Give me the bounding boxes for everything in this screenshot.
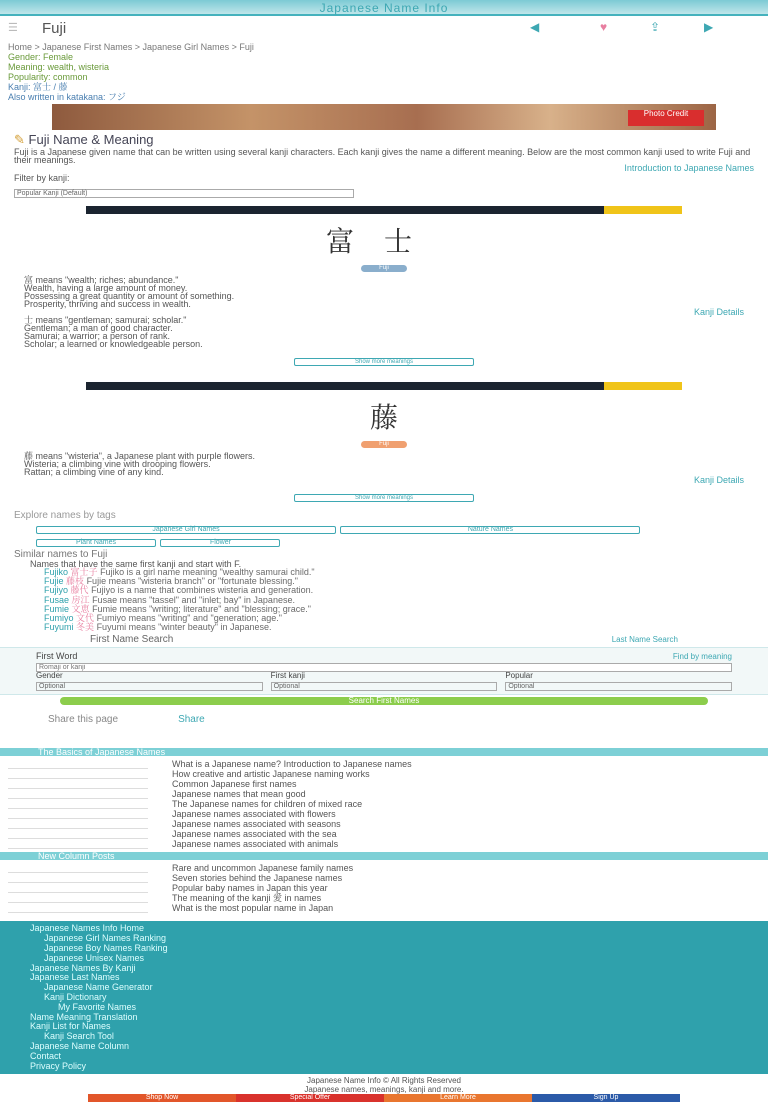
footer-menu-item[interactable]: Japanese Boy Names Ranking xyxy=(44,943,168,954)
popular-label: Popular xyxy=(505,671,533,681)
list-item[interactable]: Fumie 文恵 Fumie means "writing; literature" and "blessing; grace." xyxy=(44,603,311,614)
kanji-1-def: Gentleman; a man of good character. xyxy=(24,323,173,333)
kanji-2-def: Wisteria; a climbing vine with drooping flowers. xyxy=(24,459,211,469)
first-kanji-select[interactable]: Optional xyxy=(271,682,498,691)
first-word-label: First Word xyxy=(36,651,78,662)
kanji-1-def: Prosperity, thriving and success in wealth. xyxy=(24,299,191,309)
footer-menu-item[interactable]: Privacy Policy xyxy=(30,1060,87,1071)
explore-tags-heading: Explore names by tags xyxy=(14,510,116,521)
ad-banner[interactable] xyxy=(86,206,682,214)
page-name-heading: Fuji xyxy=(42,20,67,37)
intro-link[interactable]: Introduction to Japanese Names xyxy=(624,163,754,173)
kanji-filter-select[interactable]: Popular Kanji (Default) xyxy=(14,189,354,198)
first-kanji-label: First kanji xyxy=(270,671,305,681)
meta-gender: Gender: Female xyxy=(8,52,74,62)
menu-icon[interactable]: ☰ xyxy=(8,22,18,34)
copyright: Japanese Name Info © All Rights Reserved xyxy=(307,1076,461,1086)
promo-strip[interactable] xyxy=(88,1094,680,1102)
list-item[interactable]: Fusae 房江 Fusae means "tassel" and "inlet; bay" in Japanese. xyxy=(44,594,295,605)
ad-banner[interactable] xyxy=(86,382,682,390)
site-header xyxy=(0,0,768,16)
kanji-2-def: 藤 means "wisteria", a Japanese plant with purple flowers. xyxy=(24,451,255,461)
hero-photo xyxy=(52,104,716,130)
list-item[interactable]: Japanese names associated with seasons xyxy=(0,819,768,829)
list-item[interactable]: Japanese names that mean good xyxy=(0,789,768,799)
meta-katakana: Also written in katakana: フジ xyxy=(8,92,126,102)
promo-item[interactable]: Shop Now xyxy=(88,1094,236,1102)
next-icon[interactable]: ▶ xyxy=(704,20,714,34)
footer-menu-item[interactable]: Kanji Search Tool xyxy=(44,1031,114,1042)
list-item[interactable]: Popular baby names in Japan this year xyxy=(0,883,768,893)
promo-item[interactable]: Special Offer xyxy=(236,1094,384,1102)
first-name-search-heading: First Name Search xyxy=(90,634,174,646)
list-item[interactable]: What is the most popular name in Japan xyxy=(0,903,768,913)
list-item[interactable]: Fumiyo 文代 Fumiyo means "writing" and "generation; age." xyxy=(44,613,282,624)
kanji-1-def: Scholar; a learned or knowledgeable person. xyxy=(24,339,203,349)
footer-tagline: Japanese names, meanings, kanji and more. xyxy=(304,1085,464,1095)
gender-select[interactable]: Optional xyxy=(36,682,263,691)
list-item[interactable]: Fujie 藤枝 Fujie means "wisteria branch" or "fortunate blessing." xyxy=(44,576,298,587)
footer-menu-item[interactable]: Japanese Girl Names Ranking xyxy=(44,933,167,944)
name-title-bar xyxy=(0,16,768,42)
intro-text: Fuji is a Japanese given name that can be written using several kanji characters. Each kanji gives the name a different meaning. Below are the most common kanji used to write Fuji and their meanings. xyxy=(14,147,751,165)
footer-menu xyxy=(0,921,768,1074)
column-list xyxy=(0,863,768,913)
list-item[interactable]: Rare and uncommon Japanese family names xyxy=(0,863,768,873)
tag-girl-names[interactable]: Japanese Girl Names xyxy=(36,526,336,534)
list-item[interactable]: Seven stories behind the Japanese names xyxy=(0,873,768,883)
kanji-1-more-button[interactable]: Show more meanings xyxy=(294,358,474,366)
kanji-meaning-heading: ✎ Fuji Name & Meaning xyxy=(14,132,154,147)
brush-icon: ✎ xyxy=(14,132,25,147)
promo-item[interactable]: Sign Up xyxy=(532,1094,680,1102)
kanji-2-reading: Fuji xyxy=(361,441,407,448)
kanji-1-def: 富 means "wealth; riches; abundance." xyxy=(24,275,179,285)
tag-flower[interactable]: Flower xyxy=(160,539,280,547)
footer-menu-item[interactable]: Japanese Names Info Home xyxy=(30,923,145,934)
footer-menu-item[interactable]: Japanese Last Names xyxy=(30,972,120,983)
share-button[interactable]: Share xyxy=(178,713,205,725)
kanji-1-def: Wealth, having a large amount of money. xyxy=(24,283,188,293)
footer-menu-item[interactable]: Japanese Name Column xyxy=(30,1040,130,1051)
kanji-1-details-link[interactable]: Kanji Details xyxy=(693,307,744,317)
ad-cta[interactable] xyxy=(604,206,682,214)
ad-cta[interactable] xyxy=(604,382,682,390)
list-item[interactable]: Fujiko 富士子 Fujiko is a girl name meaning "wealthy samurai child." xyxy=(44,567,315,577)
tag-plant-names[interactable]: Plant Names xyxy=(36,539,156,547)
prev-icon[interactable]: ◀ xyxy=(530,20,540,34)
footer-menu-item[interactable]: Kanji List for Names xyxy=(30,1021,111,1032)
footer-menu-item[interactable]: My Favorite Names xyxy=(58,1001,137,1012)
site-title[interactable]: Japanese Name Info xyxy=(319,1,449,15)
similar-names-list xyxy=(0,568,768,632)
list-item[interactable]: What is a Japanese name? Introduction to Japanese names xyxy=(0,759,768,769)
kanji-2-chars: 藤 xyxy=(369,401,398,434)
search-first-names-button[interactable]: Search First Names xyxy=(60,697,708,705)
kanji-1-reading: Fuji xyxy=(361,265,407,272)
list-item[interactable]: The Japanese names for children of mixed race xyxy=(0,799,768,809)
kanji-2-def: Rattan; a climbing vine of any kind. xyxy=(24,467,164,477)
kanji-1-def: Possessing a great quantity or amount of something. xyxy=(24,291,235,301)
kanji-1-chars: 富士 xyxy=(325,225,442,258)
find-by-meaning-link[interactable]: Find by meaning xyxy=(672,651,732,661)
list-item[interactable]: How creative and artistic Japanese naming works xyxy=(0,769,768,779)
kanji-1-def: 士 means "gentleman; samurai; scholar." xyxy=(24,315,187,325)
basics-list xyxy=(0,759,768,849)
similar-names-sub: Names that have the same first kanji and start with F. xyxy=(30,559,242,569)
list-item[interactable]: Fujiyo 藤代 Fujiyo is a name that combines wisteria and generation. xyxy=(44,585,314,596)
similar-names-heading: Similar names to Fuji xyxy=(14,549,108,560)
list-item[interactable]: Japanese names associated with the sea xyxy=(0,829,768,839)
breadcrumb[interactable]: Home > Japanese First Names > Japanese Girl Names > Fuji xyxy=(8,42,254,52)
kanji-2-more-button[interactable]: Show more meanings xyxy=(294,494,474,502)
meta-popularity: Popularity: common xyxy=(8,72,88,82)
kanji-2-details-link[interactable]: Kanji Details xyxy=(693,475,744,485)
footer-menu-item[interactable]: Contact xyxy=(30,1050,62,1061)
footer-menu-item[interactable]: Kanji Dictionary xyxy=(44,992,107,1002)
footer-menu-item[interactable]: Name Meaning Translation xyxy=(30,1011,138,1022)
meta-kanji: Kanji: 富士 / 藤 xyxy=(8,82,68,92)
list-item[interactable]: Japanese names associated with flowers xyxy=(0,809,768,819)
promo-item[interactable]: Learn More xyxy=(384,1094,532,1102)
share-icon[interactable]: ⇪ xyxy=(650,20,661,34)
list-item[interactable]: Japanese names associated with animals xyxy=(0,839,768,849)
list-item[interactable]: The meaning of the kanji 愛 in names xyxy=(0,893,768,903)
tag-nature-names[interactable]: Nature Names xyxy=(340,526,640,534)
column-heading: New Column Posts xyxy=(0,852,768,860)
kanji-1-def: Samurai; a warrior; a person of rank. xyxy=(24,331,171,341)
footer-menu-item[interactable]: Japanese Names By Kanji xyxy=(30,962,136,973)
basics-heading: The Basics of Japanese Names xyxy=(0,748,768,756)
first-name-search-form xyxy=(0,647,768,695)
share-label: Share this page xyxy=(48,713,119,725)
popular-select[interactable]: Optional xyxy=(505,682,732,691)
filter-label: Filter by kanji: xyxy=(14,173,70,183)
meta-meaning: Meaning: wealth, wisteria xyxy=(8,62,110,72)
footer-menu-item[interactable]: Japanese Name Generator xyxy=(44,982,153,993)
footer-menu-item[interactable]: Japanese Unisex Names xyxy=(44,952,145,963)
list-item[interactable]: Fuyumi 冬美 Fuyumi means "winter beauty" in Japanese. xyxy=(44,622,272,633)
list-item[interactable]: Common Japanese first names xyxy=(0,779,768,789)
gender-label: Gender xyxy=(36,671,63,681)
photo-credit-badge[interactable]: Photo Credit xyxy=(628,110,704,126)
last-name-search-link[interactable]: Last Name Search xyxy=(611,635,678,645)
heart-icon[interactable]: ♥ xyxy=(600,20,608,34)
